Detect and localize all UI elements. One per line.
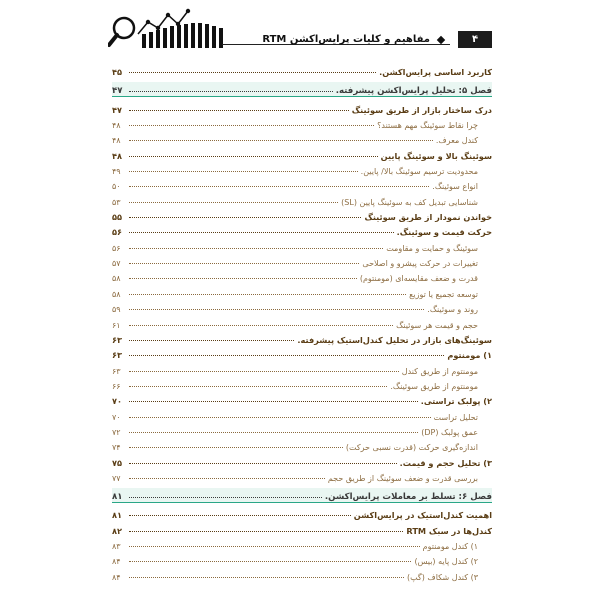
toc-entry-row[interactable] (112, 452, 492, 467)
dot-leader (129, 263, 359, 264)
toc-entry-row[interactable] (112, 520, 492, 535)
toc-entry-row[interactable] (112, 99, 492, 114)
toc-entry-row[interactable] (112, 330, 492, 345)
toc-entry-row[interactable] (112, 437, 492, 452)
dot-leader (129, 447, 343, 448)
toc-page-number: ۵۶ (112, 227, 122, 238)
toc-entry-title: کندل‌ها در سبک RTM (406, 525, 492, 536)
toc-page-number: ۸۴ (112, 572, 121, 582)
toc-entry-title: خواندن نمودار از طریق سوئینگ (364, 212, 492, 223)
dot-leader (129, 463, 397, 464)
toc-entry-row[interactable] (112, 468, 492, 483)
toc-page-number: ۵۵ (112, 212, 122, 223)
toc-entry-title: ۱) کندل مومنتوم (422, 541, 478, 551)
toc-entry-title: اهمیت کندل‌استیک در پرایس‌اکشن (353, 510, 492, 521)
toc-entry-title: کندل معرف. (435, 136, 478, 146)
toc-page-number: ۶۳ (112, 366, 121, 376)
toc-entry-title: عمق پولبک (DP) (421, 427, 478, 437)
dot-leader (129, 325, 393, 326)
dot-leader (129, 478, 325, 479)
toc-page-number: ۵۶ (112, 243, 121, 253)
toc-chapter-row[interactable] (112, 82, 492, 97)
toc-page-number: ۴۸ (112, 150, 122, 161)
toc-entry-title: محدودیت ترسیم سوئینگ بالا/ پایین. (360, 167, 478, 177)
toc-entry-row[interactable] (112, 115, 492, 130)
toc-entry-row[interactable] (112, 191, 492, 206)
dot-leader (129, 386, 387, 387)
toc-page-number: ۴۷ (112, 104, 122, 115)
toc-entry-title: انواع سوئینگ. (432, 182, 478, 192)
toc-entry-row[interactable] (112, 283, 492, 298)
toc-entry-title: حرکت قیمت و سوئینگ. (396, 227, 492, 238)
dot-leader (129, 202, 338, 203)
dot-leader (129, 309, 424, 310)
toc-entry-row[interactable] (112, 536, 492, 551)
dot-leader (129, 110, 349, 111)
dot-leader (129, 278, 357, 279)
dot-leader (129, 497, 322, 498)
toc-entry-row[interactable] (112, 422, 492, 437)
toc-entry-row[interactable] (112, 299, 492, 314)
toc-entry-title: تغییرات در حرکت پیشرو و اصلاحی (362, 259, 478, 269)
toc-chapter-row[interactable] (112, 488, 492, 503)
toc-entry-title: سوئینگ بالا و سوئینگ پایین (380, 150, 492, 161)
toc-entry-title: سوئینگ و حمایت و مقاومت (386, 243, 478, 253)
toc-entry-title: فصل ۶: تسلط بر معاملات پرایس‌اکشن. (324, 491, 492, 502)
toc-page-number: ۶۳ (112, 350, 122, 361)
toc-entry-row[interactable] (112, 62, 492, 77)
toc-entry-row[interactable] (112, 145, 492, 160)
dot-leader (129, 531, 403, 532)
toc-entry-row[interactable] (112, 161, 492, 176)
dot-leader (129, 546, 420, 547)
dot-leader (129, 217, 361, 218)
toc-entry-title: ۳) کندل شکاف (گپ) (406, 572, 478, 582)
toc-page-number: ۸۱ (112, 510, 122, 521)
toc-entry-row[interactable] (112, 566, 492, 581)
toc-entry-title: مومنتوم از طریق سوئینگ. (390, 381, 478, 391)
dot-leader (129, 186, 429, 187)
toc-entry-row[interactable] (112, 360, 492, 375)
toc-entry-row[interactable] (112, 376, 492, 391)
dot-leader (129, 248, 383, 249)
toc-page-number: ۸۱ (112, 491, 123, 502)
toc-page-number: ۵۸ (112, 289, 121, 299)
page-number: ۴ (458, 31, 492, 48)
toc-entry-title: سوئینگ‌های بازار در تحلیل کندل‌استیک پیشرفته. (297, 334, 492, 345)
toc-entry-title: درک ساختار بازار از طریق سوئینگ (351, 104, 492, 115)
toc-entry-title: حجم و قیمت هر سوئینگ (396, 320, 478, 330)
toc-entry-title: تحلیل تراست (433, 412, 478, 422)
dot-leader (129, 371, 399, 372)
toc-page-number: ۷۵ (112, 457, 122, 468)
table-of-contents (112, 62, 492, 582)
toc-entry-row[interactable] (112, 505, 492, 520)
toc-entry-title: توسعه تجمیع یا توزیع (409, 289, 478, 299)
toc-entry-title: روند و سوئینگ. (427, 305, 478, 315)
dot-leader (129, 125, 374, 126)
toc-page-number: ۷۴ (112, 443, 121, 453)
dot-leader (129, 156, 378, 157)
toc-page-number: ۷۰ (112, 396, 122, 407)
toc-entry-row[interactable] (112, 391, 492, 406)
toc-entry-title: فصل ۵: تحلیل پرایس‌اکشن پیشرفته. (335, 86, 492, 97)
toc-page-number: ۶۶ (112, 381, 121, 391)
toc-entry-title: چرا نقاط سوئینگ مهم هستند؟ (377, 121, 478, 131)
toc-page-number: ۷۷ (112, 473, 121, 483)
dot-leader (129, 171, 358, 172)
dot-leader (129, 432, 418, 433)
header-title: مفاهیم و کلیات پرایس‌اکشن RTM (262, 34, 430, 45)
toc-page-number: ۴۷ (112, 86, 123, 97)
toc-entry-title: ۳) تحلیل حجم و قیمت. (399, 457, 492, 468)
toc-entry-title: شناسایی تبدیل کف به سوئینگ پایین (SL) (341, 197, 478, 207)
toc-page-number: ۸۳ (112, 541, 121, 551)
toc-page-number: ۴۸ (112, 121, 121, 131)
dot-leader (129, 401, 418, 402)
toc-page-number: ۵۳ (112, 197, 121, 207)
toc-entry-title: اندازه‌گیری حرکت (قدرت نسبی حرکت) (345, 443, 478, 453)
toc-entry-row[interactable] (112, 551, 492, 566)
toc-entry-title: بررسی قدرت و ضعف سوئینگ از طریق حجم (327, 473, 478, 483)
toc-page-number: ۶۳ (112, 334, 122, 345)
toc-entry-row[interactable] (112, 406, 492, 421)
toc-entry-title: ۲) پولبک تراستی. (420, 396, 492, 407)
toc-entry-row[interactable] (112, 253, 492, 268)
toc-page-number: ۵۸ (112, 274, 121, 284)
toc-entry-title: کاربرد اساسی پرایس‌اکشن. (379, 67, 492, 78)
dot-leader (129, 72, 376, 73)
toc-page-number: ۴۸ (112, 136, 121, 146)
toc-entry-row[interactable] (112, 314, 492, 329)
toc-entry-title: قدرت و ضعف مقایسه‌ای (مومنتوم) (359, 274, 478, 284)
toc-entry-row[interactable] (112, 176, 492, 191)
dot-leader (129, 355, 444, 356)
dot-leader (129, 140, 433, 141)
toc-entry-row[interactable] (112, 237, 492, 252)
toc-page-number: ۴۵ (112, 67, 122, 78)
diamond-bullet-icon (437, 36, 445, 44)
toc-entry-title: ۲) کندل پایه (بیس) (414, 557, 478, 567)
toc-entry-row[interactable] (112, 222, 492, 237)
dot-leader (129, 561, 411, 562)
toc-page-number: ۸۲ (112, 525, 122, 536)
toc-entry-title: مومنتوم از طریق کندل (401, 366, 478, 376)
toc-page-number: ۵۹ (112, 305, 121, 315)
toc-entry-row[interactable] (112, 207, 492, 222)
dot-leader (129, 340, 294, 341)
dot-leader (129, 232, 394, 233)
toc-page-number: ۴۹ (112, 167, 121, 177)
toc-page-number: ۸۴ (112, 557, 121, 567)
dot-leader (129, 91, 333, 92)
dot-leader (129, 577, 404, 578)
toc-page-number: ۷۲ (112, 427, 121, 437)
toc-entry-row[interactable] (112, 345, 492, 360)
dot-leader (129, 417, 431, 418)
toc-entry-row[interactable] (112, 268, 492, 283)
page-header (0, 0, 600, 58)
toc-entry-title: ۱) مومنتوم (447, 350, 492, 361)
dot-leader (129, 515, 351, 516)
dot-leader (129, 294, 406, 295)
toc-page-number: ۶۱ (112, 320, 121, 330)
toc-page-number: ۷۰ (112, 412, 121, 422)
toc-page-number: ۵۰ (112, 182, 121, 192)
toc-entry-row[interactable] (112, 130, 492, 145)
chart-magnifier-logo (108, 8, 223, 50)
toc-page-number: ۵۷ (112, 259, 121, 269)
